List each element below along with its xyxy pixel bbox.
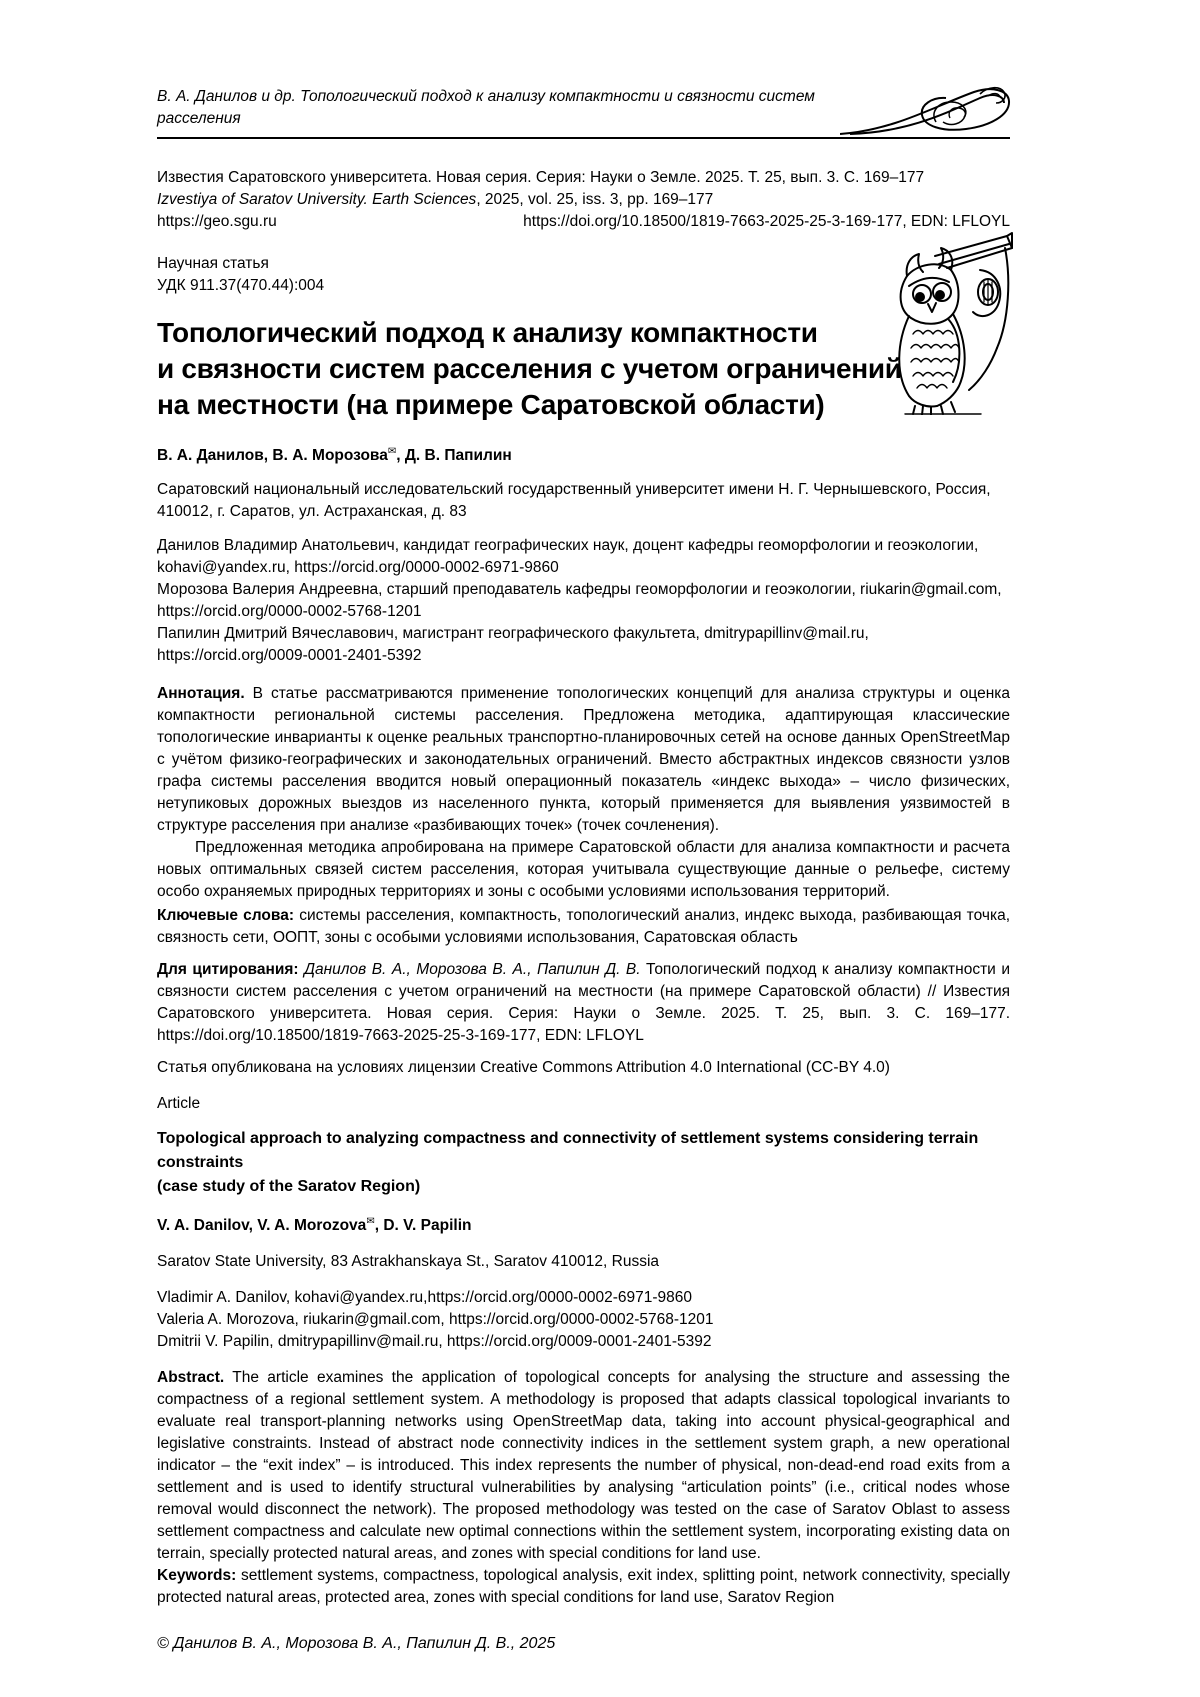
- keywords-label-ru: Ключевые слова:: [157, 907, 294, 924]
- doi-line: https://doi.org/10.18500/1819-7663-2025-25-3-169-177, EDN: LFLOYL: [523, 213, 1010, 230]
- envelope-icon: ✉: [366, 1215, 375, 1227]
- keywords-ru: [157, 905, 1010, 949]
- affiliation-ru: Саратовский национальный исследовательский государственный университет имени Н. Г. Чернышевского, Россия, 410012, г. Саратов, ул. Астраханская, д. 83: [157, 481, 991, 520]
- author-bio: Морозова Валерия Андреевна, старший преподаватель кафедры геоморфологии и геоэкологии, riukarin@gmail.com, https://orcid.org/0000-0002-5768-1201: [157, 581, 1002, 620]
- article-title-ru: Топологический подход к анализу компактности и связности систем расселения с учетом ограничений на местности (на примере Саратовской области): [157, 317, 902, 420]
- authors-en: [157, 1215, 1010, 1237]
- authors-ru: [157, 445, 1010, 467]
- keywords-label-en: Keywords:: [157, 1567, 237, 1584]
- journal-name-en: Izvestiya of Saratov University. Earth Sciences: [157, 191, 477, 208]
- abstract-text-ru: В статье рассматриваются применение топологических концепций для анализа структуры и оценка компактности региональной системы расселения. Предложена методика, адаптирующая классические топологические инварианты к оценке реальных транспортно-планировочных сетей на основе данных OpenStreetMap с учётом физико-географических и законодательных ограничений. Вместо абстрактных индексов связности узлов графа системы расселения вводится новый операционный показатель «индекс выхода» – число физических, нетупиковых дорожных выездов из населенного пункта, который применяется для выявления уязвимостей в структуре расселения при анализе «разбивающих точек» (точек сочленения).: [157, 685, 1010, 834]
- article-meta: [157, 253, 1010, 297]
- citation-rest: Топологический подход к анализу компактности и связности систем расселения с учетом ограничений на местности (на примере Саратовской области) // Известия Саратовского университета. Новая серия. Серия: Науки о Земле. 2025. Т. 25, вып. 3. С. 169–177. https://doi.org/10.18500/1819-7663-2025-25-3-169-177, EDN: LFLOYL: [157, 961, 1010, 1044]
- citation: [157, 959, 1010, 1047]
- site-url: https://geo.sgu.ru: [157, 213, 277, 230]
- authors-ru-pre: В. А. Данилов, В. А. Морозова: [157, 447, 388, 464]
- article-type-ru: Научная статья: [157, 255, 269, 272]
- authors-en-post: , D. V. Papilin: [374, 1217, 472, 1234]
- envelope-icon: ✉: [387, 445, 397, 457]
- article-title-en: Topological approach to analyzing compactness and connectivity of settlement systems considering terrain constraints (case study of the Saratov Region): [157, 1130, 979, 1195]
- keywords-en: [157, 1565, 1010, 1609]
- journal-line-ru: Известия Саратовского университета. Новая серия. Серия: Науки о Земле. 2025. Т. 25, вып. 3. С. 169–177: [157, 169, 925, 186]
- affiliation-en: Saratov State University, 83 Astrakhanskaya St., Saratov 410012, Russia: [157, 1253, 660, 1270]
- abstract-label-ru: Аннотация.: [157, 685, 245, 702]
- authors-en-pre: V. A. Danilov, V. A. Morozova: [157, 1217, 367, 1234]
- abstract-text-en: The article examines the application of topological concepts for analysing the structure and assessing the compactness of a regional settlement system. A methodology is proposed that adapts classical topological invariants to evaluate real transport-planning networks using OpenStreetMap data, taking into account physical-geographical and legislative constraints. Instead of abstract node connectivity indices in the settlement system graph, a new operational indicator – the “exit index” – is introduced. This index represents the number of physical, non-dead-end road exits from a settlement and is used to identify structural vulnerabilities by analysing “articulation points” (i.e., critical nodes whose removal would disconnect the network). The proposed methodology was tested on the case of Saratov Oblast to assess settlement compactness and calculate new optimal connections within the settlement system, incorporating existing data on terrain, specially protected natural areas, and zones with special conditions for land use.: [157, 1369, 1010, 1562]
- license-note: Статья опубликована на условиях лицензии Creative Commons Attribution 4.0 International (CC-BY 4.0): [157, 1059, 890, 1076]
- author-bios-en: [157, 1287, 1010, 1353]
- flourish-ornament-icon: [840, 84, 1012, 143]
- running-head-text: В. А. Данилов и др. Топологический подход к анализу компактности и связности систем расселения: [157, 88, 815, 127]
- udk-number: УДК 911.37(470.44):004: [157, 277, 325, 294]
- author-bios-ru: [157, 535, 1010, 667]
- author-bio: Папилин Дмитрий Вячеславович, магистрант географического факультета, dmitrypapillinv@mail.ru, https://orcid.org/0009-0001-2401-5392: [157, 625, 869, 664]
- citation-authors: Данилов В. А., Морозова В. А., Папилин Д. В.: [298, 961, 641, 978]
- author-bio-en: Valeria A. Morozova, riukarin@gmail.com, https://orcid.org/0000-0002-5768-1201: [157, 1311, 714, 1328]
- author-bio-en: Vladimir A. Danilov, kohavi@yandex.ru,https://orcid.org/0000-0002-6971-9860: [157, 1289, 692, 1306]
- abstract-paragraph-ru: Предложенная методика апробирована на примере Саратовской области для анализа компактности и расчета новых оптимальных связей систем расселения, которая учитывала существующие данные о рельефе, систему особо охраняемых природных территориях и зоны с особыми условиями использования территорий.: [157, 839, 1010, 900]
- journal-line-en: [157, 189, 1010, 211]
- abstract-label-en: Abstract.: [157, 1369, 225, 1386]
- copyright-line: © Данилов В. А., Морозова В. А., Папилин Д. В., 2025: [157, 1635, 556, 1652]
- keywords-text-en: settlement systems, compactness, topological analysis, exit index, splitting point, network connectivity, specially protected natural areas, protected area, zones with special conditions for land use, Saratov Region: [157, 1567, 1010, 1606]
- author-bio-en: Dmitrii V. Papilin, dmitrypapillinv@mail.ru, https://orcid.org/0009-0001-2401-5392: [157, 1333, 712, 1350]
- authors-ru-post: , Д. В. Папилин: [396, 447, 512, 464]
- journal-issue-en: , 2025, vol. 25, iss. 3, pp. 169–177: [476, 191, 714, 208]
- keywords-text-ru: системы расселения, компактность, топологический анализ, индекс выхода, разбивающая точка, связность сети, ООПТ, зоны с особыми условиями использования, Саратовская область: [157, 907, 1010, 946]
- abstract-ru: [157, 683, 1010, 903]
- running-head: [157, 86, 1010, 139]
- citation-label: Для цитирования:: [157, 961, 299, 978]
- abstract-en: [157, 1367, 1010, 1565]
- article-type-en: Article: [157, 1095, 201, 1112]
- author-bio: Данилов Владимир Анатольевич, кандидат географических наук, доцент кафедры геоморфологии и геоэкологии, kohavi@yandex.ru, https://orcid.org/0000-0002-6971-9860: [157, 537, 979, 576]
- masthead: [157, 167, 1010, 233]
